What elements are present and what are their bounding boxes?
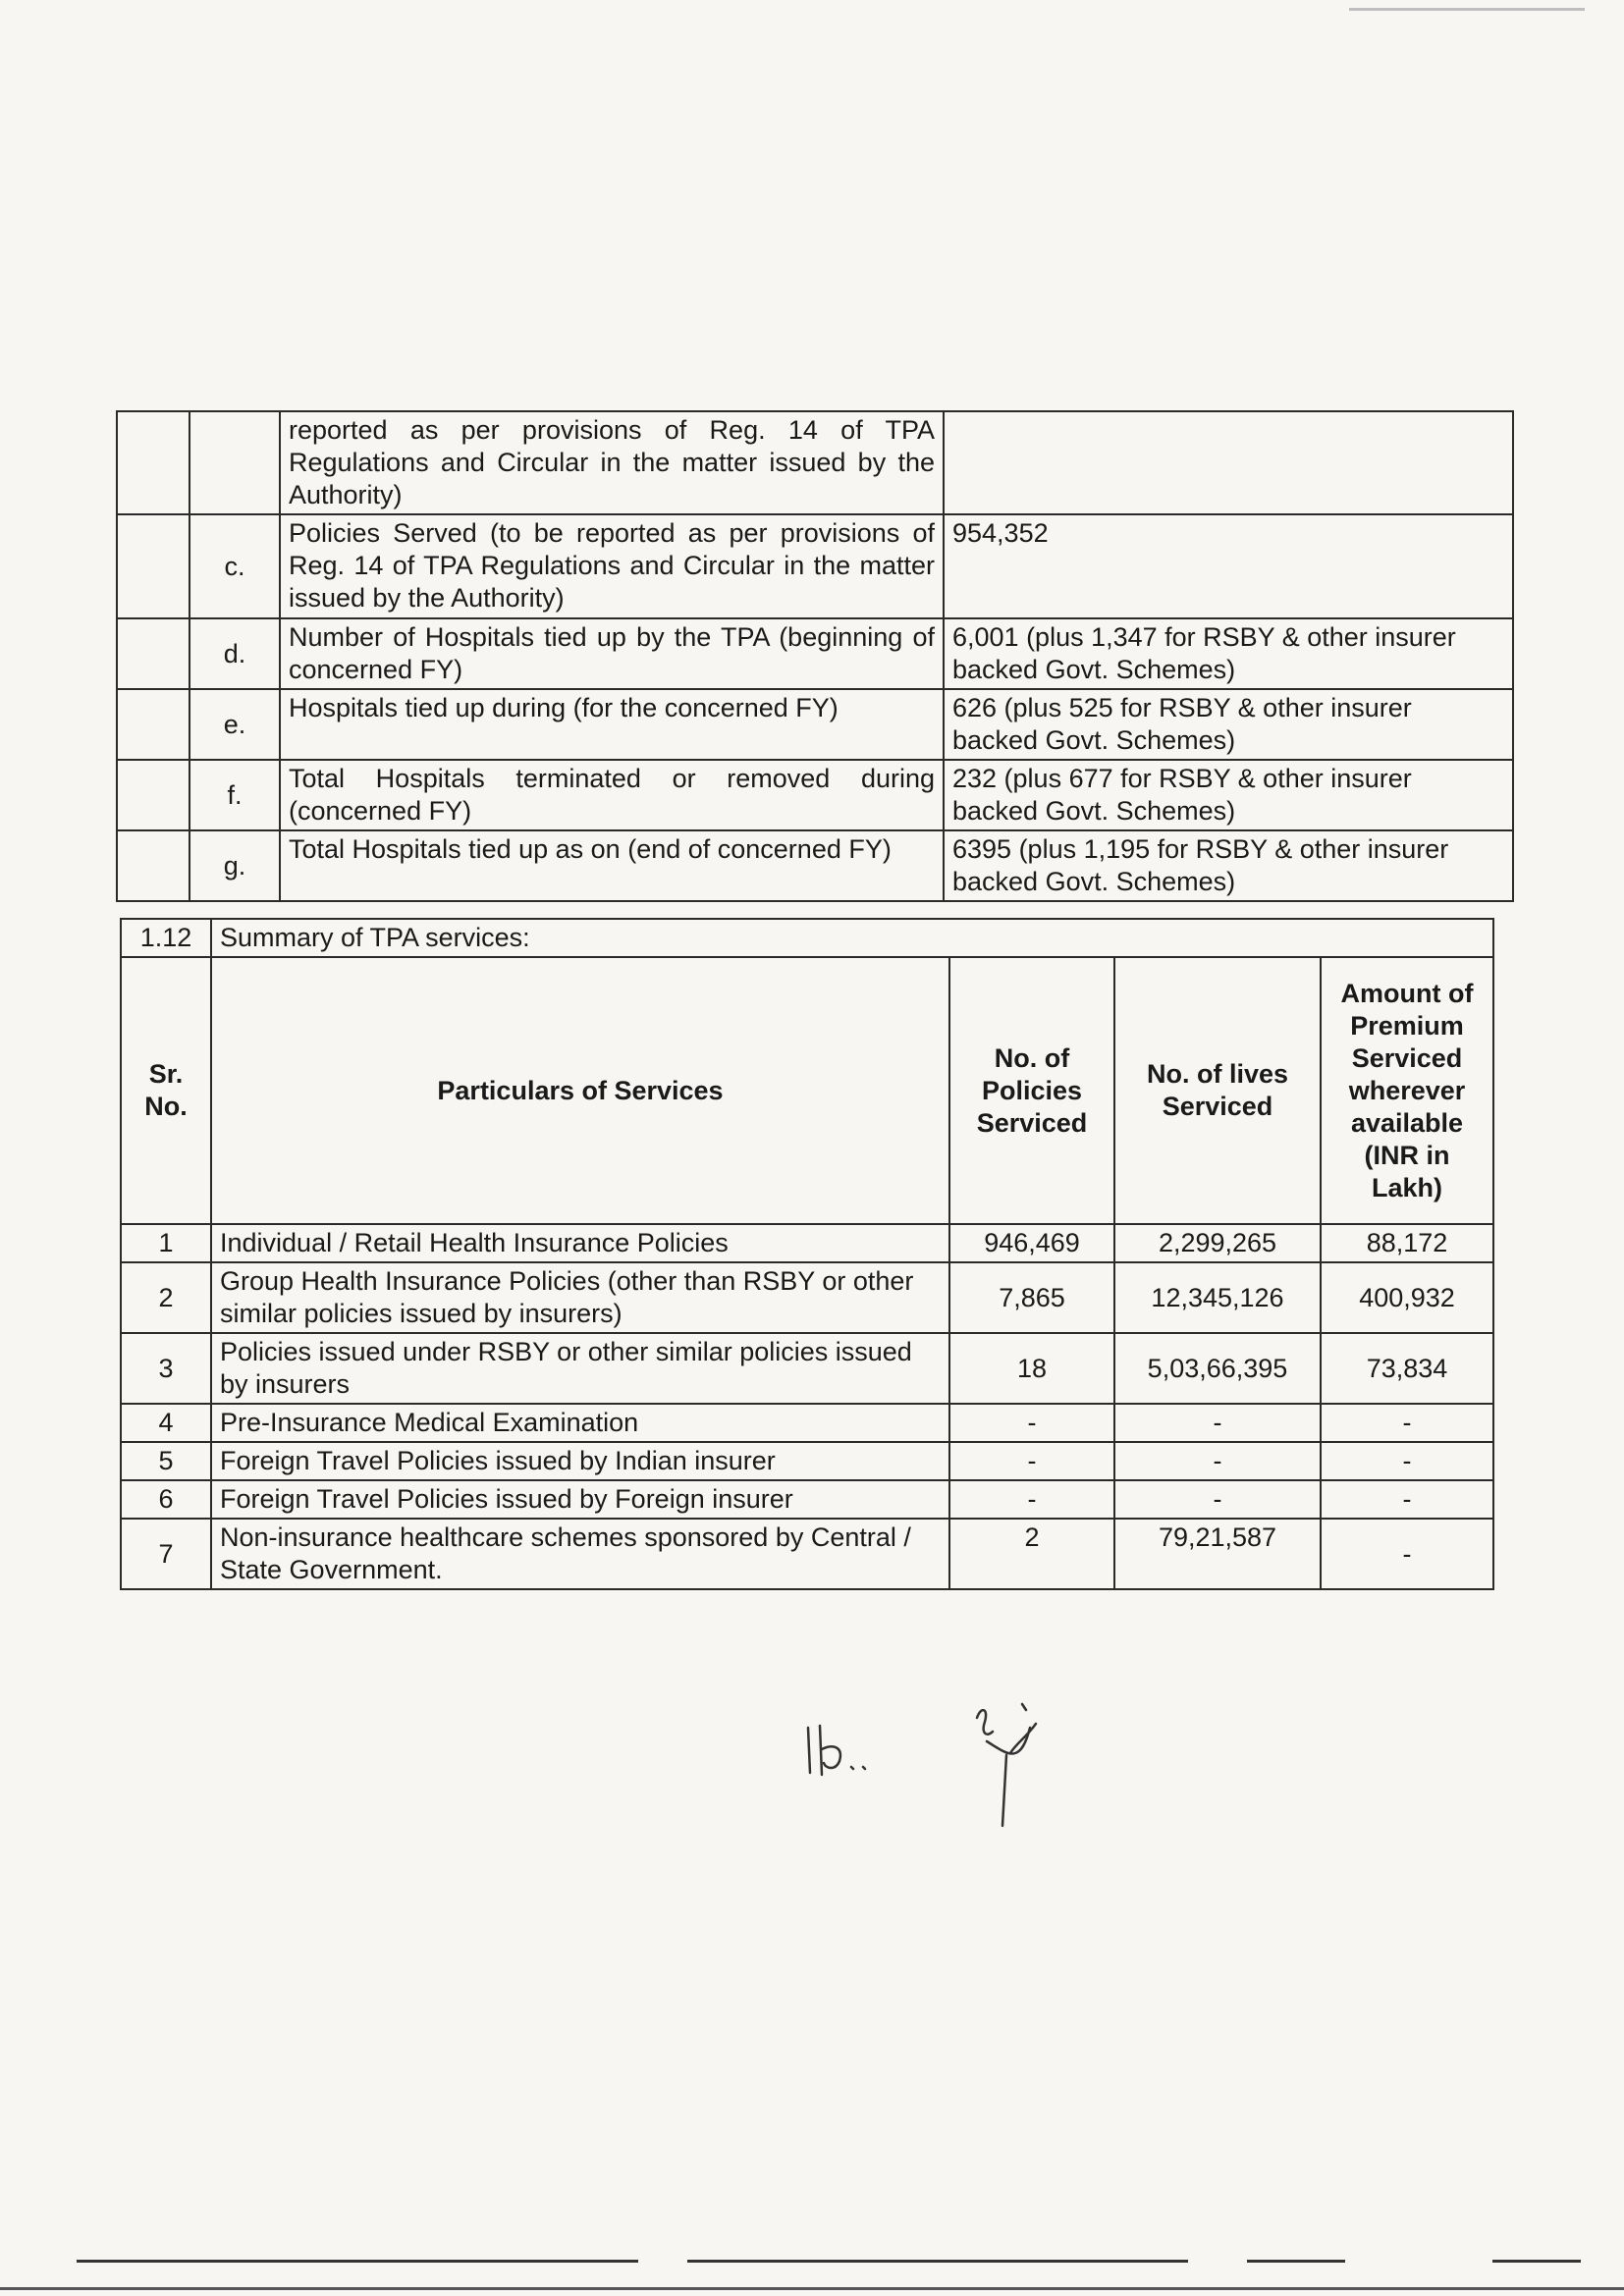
sr-cell: 2 — [121, 1262, 211, 1333]
particulars-cell: Pre-Insurance Medical Examination — [211, 1404, 949, 1442]
blank-cell — [117, 618, 189, 689]
blank-cell — [117, 689, 189, 760]
header-lives-serviced: No. of lives Serviced — [1114, 957, 1321, 1224]
policies-cell: 946,469 — [949, 1224, 1114, 1262]
policies-cell: - — [949, 1480, 1114, 1519]
footer-rule — [1247, 2260, 1345, 2263]
sr-cell: 7 — [121, 1519, 211, 1589]
lives-cell: 79,21,587 — [1114, 1519, 1321, 1589]
section-header-row — [121, 919, 1493, 957]
table-row — [121, 1480, 1493, 1519]
sub-label: e. — [189, 689, 280, 760]
sr-cell: 4 — [121, 1404, 211, 1442]
premium-cell: - — [1321, 1442, 1493, 1480]
row-value — [944, 411, 1513, 514]
blank-cell — [117, 514, 189, 618]
tpa-hospital-table — [116, 410, 1514, 902]
lives-cell: 12,345,126 — [1114, 1262, 1321, 1333]
row-description: Number of Hospitals tied up by the TPA (beginning of concerned FY) — [280, 618, 944, 689]
blank-cell — [117, 830, 189, 901]
blank-cell — [117, 760, 189, 830]
policies-cell: 2 — [949, 1519, 1114, 1589]
table-row — [117, 411, 1513, 514]
section-number: 1.12 — [121, 919, 211, 957]
tpa-services-summary-table — [120, 918, 1494, 1590]
policies-cell: - — [949, 1404, 1114, 1442]
sub-label: c. — [189, 514, 280, 618]
row-description: reported as per provisions of Reg. 14 of TPA Regulations and Circular in the matter issued by the Authority) — [280, 411, 944, 514]
column-header-row — [121, 957, 1493, 1224]
row-value: 626 (plus 525 for RSBY & other insurer backed Govt. Schemes) — [944, 689, 1513, 760]
policies-cell: - — [949, 1442, 1114, 1480]
particulars-cell: Group Health Insurance Policies (other than RSBY or other similar policies issued by insurers) — [211, 1262, 949, 1333]
table-row — [121, 1404, 1493, 1442]
table-row — [121, 1224, 1493, 1262]
sr-cell: 1 — [121, 1224, 211, 1262]
scan-artifact — [1349, 8, 1585, 11]
row-description: Total Hospitals tied up as on (end of concerned FY) — [280, 830, 944, 901]
footer-rule — [0, 2287, 1624, 2290]
premium-cell: - — [1321, 1404, 1493, 1442]
footer-rule — [687, 2260, 1188, 2263]
premium-cell: - — [1321, 1480, 1493, 1519]
particulars-cell: Foreign Travel Policies issued by Foreign insurer — [211, 1480, 949, 1519]
signature-mark — [967, 1698, 1065, 1836]
row-description: Total Hospitals terminated or removed during (concerned FY) — [280, 760, 944, 830]
header-policies-serviced: No. of Policies Serviced — [949, 957, 1114, 1224]
lives-cell: 2,299,265 — [1114, 1224, 1321, 1262]
row-value: 6,001 (plus 1,347 for RSBY & other insurer backed Govt. Schemes) — [944, 618, 1513, 689]
row-value: 6395 (plus 1,195 for RSBY & other insurer backed Govt. Schemes) — [944, 830, 1513, 901]
sr-cell: 5 — [121, 1442, 211, 1480]
row-value: 232 (plus 677 for RSBY & other insurer backed Govt. Schemes) — [944, 760, 1513, 830]
particulars-cell: Foreign Travel Policies issued by Indian insurer — [211, 1442, 949, 1480]
header-particulars: Particulars of Services — [211, 957, 949, 1224]
section-title: Summary of TPA services: — [211, 919, 1493, 957]
sub-label — [189, 411, 280, 514]
lives-cell: - — [1114, 1404, 1321, 1442]
table-row — [121, 1519, 1493, 1589]
policies-cell: 7,865 — [949, 1262, 1114, 1333]
table-row — [117, 514, 1513, 618]
blank-cell — [117, 411, 189, 514]
table-row — [121, 1442, 1493, 1480]
premium-cell: 73,834 — [1321, 1333, 1493, 1404]
premium-cell: - — [1321, 1519, 1493, 1589]
particulars-cell: Non-insurance healthcare schemes sponsored by Central / State Government. — [211, 1519, 949, 1589]
lives-cell: - — [1114, 1442, 1321, 1480]
table-row — [121, 1333, 1493, 1404]
premium-cell: 88,172 — [1321, 1224, 1493, 1262]
signature-initials — [800, 1718, 908, 1787]
table-row — [117, 618, 1513, 689]
particulars-cell: Individual / Retail Health Insurance Policies — [211, 1224, 949, 1262]
lives-cell: - — [1114, 1480, 1321, 1519]
sub-label: f. — [189, 760, 280, 830]
policies-cell: 18 — [949, 1333, 1114, 1404]
table-row — [117, 830, 1513, 901]
particulars-cell: Policies issued under RSBY or other similar policies issued by insurers — [211, 1333, 949, 1404]
sr-cell: 6 — [121, 1480, 211, 1519]
footer-rule — [1492, 2260, 1581, 2263]
sub-label: g. — [189, 830, 280, 901]
row-description: Policies Served (to be reported as per provisions of Reg. 14 of TPA Regulations and Circular in the matter issued by the Authority) — [280, 514, 944, 618]
row-description: Hospitals tied up during (for the concerned FY) — [280, 689, 944, 760]
header-premium-serviced: Amount of Premium Serviced wherever available (INR in Lakh) — [1321, 957, 1493, 1224]
footer-rule — [77, 2260, 638, 2263]
table-row — [117, 760, 1513, 830]
sr-cell: 3 — [121, 1333, 211, 1404]
sub-label: d. — [189, 618, 280, 689]
header-sr-no: Sr. No. — [121, 957, 211, 1224]
premium-cell: 400,932 — [1321, 1262, 1493, 1333]
lives-cell: 5,03,66,395 — [1114, 1333, 1321, 1404]
table-row — [117, 689, 1513, 760]
table-row — [121, 1262, 1493, 1333]
row-value: 954,352 — [944, 514, 1513, 618]
